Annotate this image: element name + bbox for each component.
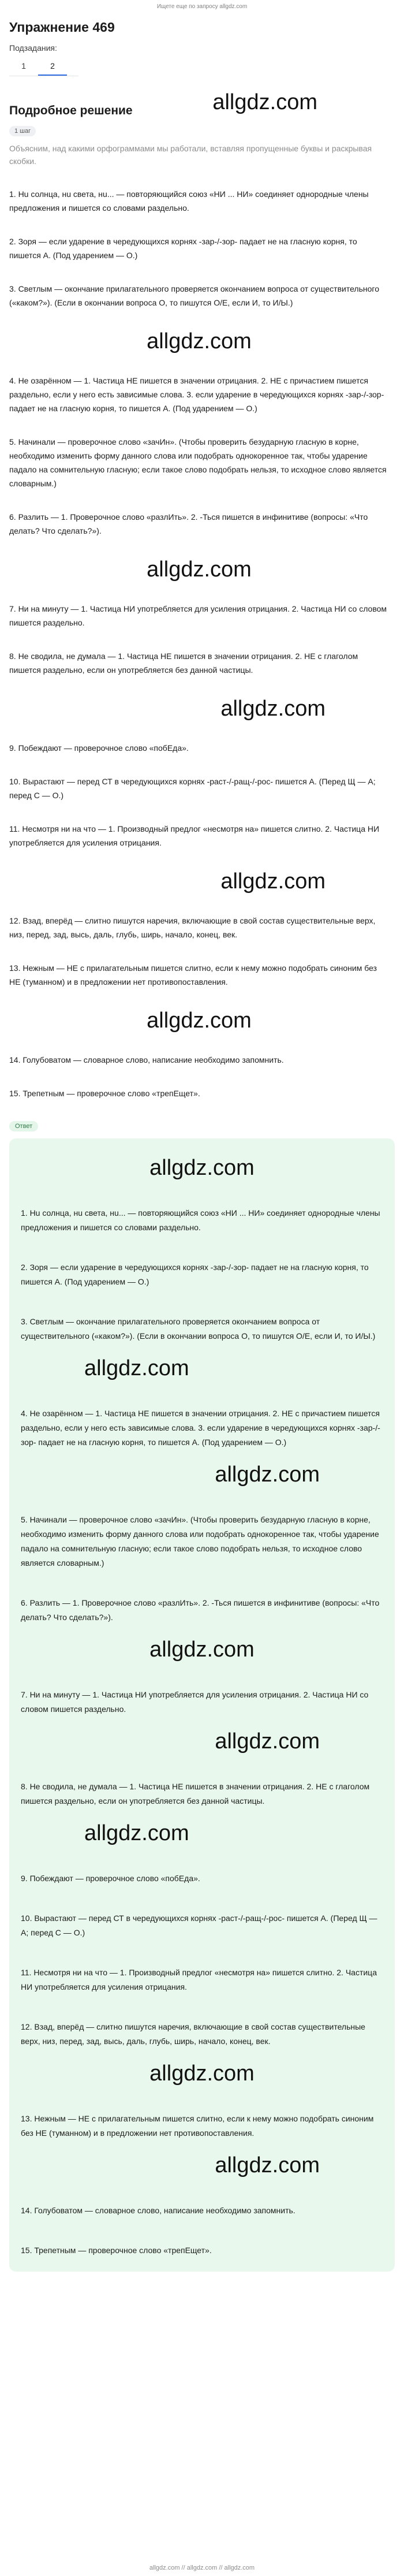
top-note: Ищете еще по запросу allgdz.com [156, 3, 248, 10]
solution-item: 1. Нu солнца, нu света, нu... — повторяющийся союз «НИ ... НИ» соединяет однородные члены предложения и пишется со словами раздельно. [9, 189, 369, 213]
solution-item: 15. Трепетным — проверочное слово «трепЕщет». [9, 1089, 200, 1098]
answer-item: 6. Разлить — 1. Проверочное слово «разлИть». 2. -Ться пишется в инфинитиве (вопросы: «Что делать? Что сделать?»). [21, 1598, 380, 1622]
footer: allgdz.com // allgdz.com // allgdz.com [149, 2564, 255, 2571]
watermark: allgdz.com [220, 869, 326, 894]
watermark: allgdz.com [215, 1729, 320, 1754]
solution-item: 13. Нежным — НЕ с прилагательным пишется слитно, если к нему можно подобрать синоним без НЕ (туманном) и в предложении нет противопоставления. [9, 963, 377, 987]
watermark: allgdz.com [149, 2061, 255, 2086]
answer-item: 2. Зoря — если ударение в чередующихся корнях -зар-/-зор- падает не на гласную корня, то пишется А. (Под ударением — О.) [21, 1263, 369, 1286]
solution-list [9, 187, 389, 1100]
answer-item: 11. Несмотря ни на что — 1. Производный предлог «несмотря на» пишется слитно. 2. Частица НИ употребляется для усиления отрицания. [21, 1968, 377, 1991]
answer-item: 8. Не сводила, не думала — 1. Частица НЕ пишется в значении отрицания. 2. НЕ с глаголом пишется раздельно, если он употребляется без данной частицы. [21, 1782, 370, 1806]
answer-item: 15. Трепетным — проверочное слово «трепЕщет». [21, 2246, 212, 2255]
solution-item: 4. Не озарённом — 1. Частица НЕ пишется в значении отрицания. 2. НЕ с причастием пишется раздельно, если у него есть зависимые слова. 3. если ударение в чередующихся корнях -зар-/-зор- падает не на гласную корня, то пишется А. (Под ударением — О.) [9, 376, 384, 413]
subtask-tabs [9, 58, 78, 76]
solution-item: 14. Голубоватом — словарное слово, написание необходимо запомнить. [9, 1055, 284, 1064]
page-title: Упражнение 469 [9, 20, 115, 35]
watermark: allgdz.com [147, 329, 252, 353]
watermark: allgdz.com [149, 1156, 255, 1180]
solution-item: 6. Разлить — 1. Проверочное слово «разлИть». 2. -Ться пишется в инфинитиве (вопросы: «Что делать? Что сделать?»). [9, 512, 368, 535]
section-title: Подробное решение [9, 104, 133, 117]
answer-item: 7. Ни на минуту — 1. Частица НИ употребляется для усиления отрицания. 2. Частица НИ со словом пишется раздельно. [21, 1690, 369, 1714]
answer-item: 1. Нu солнца, нu света, нu... — повторяющийся союз «НИ ... НИ» соединяет однородные члены предложения и пишется со словами раздельно. [21, 1208, 380, 1232]
solution-item: 7. Ни на минуту — 1. Частица НИ употребляется для усиления отрицания. 2. Частица НИ со словом пишется раздельно. [9, 604, 387, 627]
solution-item: 5. Начинали — проверочное слово «зачИн». (Чтобы проверить безударную гласную в корне, необходимо изменить форму данного слова или подобрать однокоренное так, чтобы ударение падало на сомнительную гласную; если такое слово подобрать нельзя, то исходное слово является словарным.) [9, 437, 387, 488]
watermark: allgdz.com [212, 90, 317, 114]
answer-box [9, 1138, 395, 2272]
answer-item: 12. Взад, вперёд — слитно пишутся наречия, включающие в свой состав существительные верх, низ, перед, зад, высь, даль, глубь, ширь, начало, конец, век. [21, 2022, 365, 2046]
watermark: allgdz.com [84, 1821, 189, 1845]
answer-badge: Ответ [9, 1121, 38, 1131]
solution-item: 3. Светлым — окончание прилагательного проверяется окончанием вопроса от существительного («каком?»). (Если в окончании вопроса О, то пишутся О/Е, если И, то И/Ы.) [9, 284, 379, 307]
watermark: allgdz.com [147, 1008, 252, 1033]
watermark: allgdz.com [149, 1637, 255, 1662]
solution-item: 10. Вырастают — перед СТ в чередующихся корнях -раст-/-ращ-/-рос- пишется А. (Перед Щ — А; перед С — О.) [9, 777, 376, 800]
answer-item: 9. Побеждают — проверочное слово «побЕда». [21, 1874, 200, 1883]
answer-item: 4. Не озарённом — 1. Частица НЕ пишется в значении отрицания. 2. НЕ с причастием пишется раздельно, если у него есть зависимые слова. 3. если ударение в чередующихся корнях -зар-/-зор- падает не на гласную корня, то пишется А. (Под ударением — О.) [21, 1409, 380, 1447]
intro-text: Объясним, над какими орфограммами мы работали, вставляя пропущенные буквы и раскрывая скобки. [9, 144, 372, 166]
answer-item: 13. Нежным — НЕ с прилагательным пишется слитно, если к нему можно подобрать синоним без НЕ (туманном) и в предложении нет противопоставления. [21, 2114, 374, 2138]
tab-1[interactable]: 1 [21, 61, 26, 70]
solution-item: 11. Несмотря ни на что — 1. Производный предлог «несмотря на» пишется слитно. 2. Частица НИ употребляется для усиления отрицания. [9, 824, 380, 847]
step-badge: 1 шаг [9, 126, 36, 136]
watermark: allgdz.com [215, 2153, 320, 2177]
answer-item: 10. Вырастают — перед СТ в чередующихся корнях -раст-/-ращ-/-рос- пишется А. (Перед Щ — А; перед С — О.) [21, 1914, 377, 1937]
solution-item: 8. Не сводила, не думала — 1. Частица НЕ пишется в значении отрицания. 2. НЕ с глаголом пишется раздельно, если он употребляется без данной частицы. [9, 652, 358, 675]
tab-2[interactable]: 2 [38, 58, 67, 76]
watermark: allgdz.com [84, 1356, 189, 1380]
solution-item: 12. Взад, вперёд — слитно пишутся наречия, включающие в свой состав существительные верх, низ, перед, зад, высь, даль, глубь, ширь, начало, конец, век. [9, 916, 376, 939]
watermark: allgdz.com [215, 1462, 320, 1487]
answer-item: 14. Голубоватом — словарное слово, написание необходимо запомнить. [21, 2206, 295, 2215]
solution-item: 9. Побеждают — проверочное слово «побЕда». [9, 743, 189, 753]
solution-item: 2. Зoря — если ударение в чередующихся корнях -зар-/-зор- падает не на гласную корня, то пишется А. (Под ударением — О.) [9, 237, 357, 260]
subtasks-label: Подзадания: [9, 43, 57, 53]
watermark: allgdz.com [147, 557, 252, 582]
answer-item: 3. Светлым — окончание прилагательного проверяется окончанием вопроса от существительного («каком?»). (Если в окончании вопроса О, то пишутся О/Е, если И, то И/Ы.) [21, 1317, 376, 1341]
answer-item: 5. Начинали — проверочное слово «зачИн». (Чтобы проверить безударную гласную в корне, необходимо изменить форму данного слова или подобрать однокоренное так, чтобы ударение падало на сомнительную гласную; если такое слово подобрать нельзя, то исходное слово является словарным.) [21, 1515, 379, 1568]
watermark: allgdz.com [220, 697, 326, 721]
